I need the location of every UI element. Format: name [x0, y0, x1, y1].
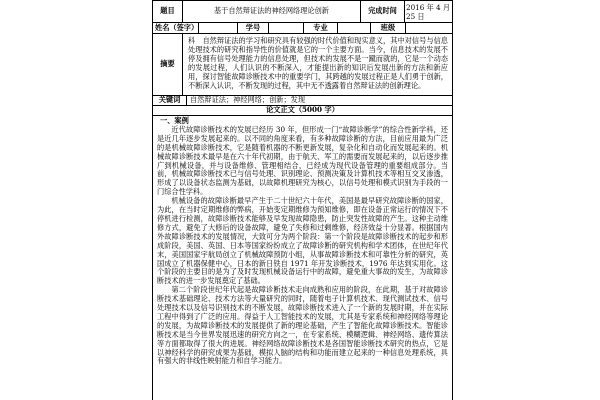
- completion-date-cell: [405, 1, 452, 22]
- title-value-cell: [183, 1, 361, 22]
- class-value-cell: [406, 23, 452, 33]
- body-paragraph: 近代故障诊断技术的发展已经历 30 年，但形成一门“故障诊断学”的综合性新学科，还是近几年逐步发展起来的。以不同的角度来看，有多种故障诊断的方法，目前应用最为广泛的是机械故障诊断技术，它是随着机器的不断更新发展，复杂化和自动化而发展起来的。机械故障诊断技术最早是在六十年代初期，由于航天、军工的需要而发展起来的，以后逐步推广到机械设备，并与设备维修、管理相结合，已经成为现代设备管理的重要组成部分。当前，机械故障诊断技术已与信号处理、识别理论、预测决策及计算机技术等相互交叉渗透，形成了以设备状态监测为基础，以故障机理研究为核心，以信号处理和模式识别为手段的一门综合性学科。: [157, 124, 448, 197]
- name-label: 姓名（签字）: [155, 23, 199, 32]
- name-value-cell: [199, 23, 238, 33]
- student-id-label-cell: [238, 23, 269, 33]
- major-label-cell: [304, 23, 338, 33]
- keywords-row: [153, 96, 452, 106]
- completion-time-label: 完成时间: [368, 6, 397, 16]
- major-value-cell: [338, 23, 371, 33]
- completion-date: 2016 年 4 月 25 日: [406, 2, 451, 21]
- keywords-label: 关键词: [158, 96, 181, 105]
- thesis-form-table: [152, 0, 453, 400]
- body-heading-cell: [153, 106, 452, 115]
- keywords-text-cell: [187, 96, 452, 105]
- completion-label-cell: [361, 1, 405, 22]
- title-label: 题目: [160, 6, 175, 16]
- title-row: [153, 1, 452, 23]
- class-label: 班级: [380, 23, 396, 32]
- abstract-label-cell: [153, 34, 183, 95]
- title-label-cell: [153, 1, 183, 22]
- abstract-row: [153, 34, 452, 96]
- body-heading: 论文正文（5000 字）: [266, 106, 339, 115]
- body-heading-row: [153, 106, 452, 116]
- abstract-label: 摘要: [160, 59, 175, 69]
- thesis-title: 基于自然辩证法的神经网络理论创新: [213, 6, 329, 16]
- section-title: 一、案例: [160, 116, 189, 125]
- name-label-cell: [153, 23, 199, 33]
- keywords-text: 自然辩证法；神经网络；创新；发现: [190, 96, 306, 105]
- student-id-label: 学号: [245, 23, 261, 32]
- keywords-label-cell: [153, 96, 187, 105]
- abstract-text: 科 自然辩证法的学习和研究具有较强的时代价值和现实意义，其中对信号与信息处理技术的研究和指导性的价值就是它的一个主要方面。当今，信息技术的发展不停及拥有信号处理能力的信息处理，但技术的发展不是一蹴而就的，它是一个动态的发展过程，人们认识的不断深入，才能提出新的知识后发展出新的方法和新应用，探讨智能故障诊断技术中的重要学门，其跨越的发展过程正是人们勇于创新，不断深入认识，不断发现的过程，其中无不透露着自然辩证法的创新理论。: [188, 36, 448, 90]
- body-paragraph: 机械设备的故障诊断最早产生于二十世纪六十年代，美国是最早研究故障诊断的国家，为此，在当时定期维修的弊病，开始变定期维修为预知维修，即在设备正常运行的情况下不停机进行检测，故障诊断技术能够及早发现故障隐患，防止突发性故障的产生。这种主动维修方式，避免了大修后的设备故障，避免了失修和过剩维修，经济效益十分显著。根据国内外故障诊断技术的发展情况，大致可分为两个阶段：第一个阶段是故障诊断技术的起步和形成阶段，美国、英国、日本等国家纷纷成立了故障诊断的研究机构和学术团体，在世纪年代末，美国国家宇航局创立了机械故障预防小组，从事故障诊断技术和可靠性分析的研究，英国成立了机器保健中心，日本的新日铁自 1971 年开发诊断技术，1976 年达到实用化。这个阶段的主要目的是为了及时发现机械设备运行中的故障，避免重大事故的发生，为故障诊断技术的进一步发展奠定了基础。: [157, 196, 448, 286]
- thesis-body: [153, 116, 452, 400]
- body-paragraph: 第二个阶段世纪年代起是故障诊断技术走向成熟和应用的阶段，在此期，基于对故障诊断技术基础理论、技术方法等大量研究的同时，随着电子计算机技术、现代测试技术、信号处理技术以及信号识别技术的不断发展，故障诊断技术进入了一个新的发展时期，并在实际工程中得到了广泛的应用。得益于人工智能技术的发展，尤其是专家系统和神经网络等理论的发展，为故障诊断技术的发展提供了新的理论基础，产生了智能化故障诊断技术。智能诊断技术是当今世界发展迅速的研究方向之一，在专家系统、模糊逻辑、神经网络、遗传算法等方面都取得了很大的进展。神经网络故障诊断技术是各国智能诊断技术研究的热点，它是以神经科学的研究成果为基础，模拟人脑的结构和功能而建立起来的一种信息处理系统，具有强大的非线性映射能力和自学习能力。: [157, 285, 448, 366]
- major-label: 专业: [313, 23, 328, 32]
- abstract-text-cell: [183, 34, 452, 95]
- student-id-value-cell: [269, 23, 304, 33]
- class-label-cell: [371, 23, 406, 33]
- student-info-row: [153, 23, 452, 34]
